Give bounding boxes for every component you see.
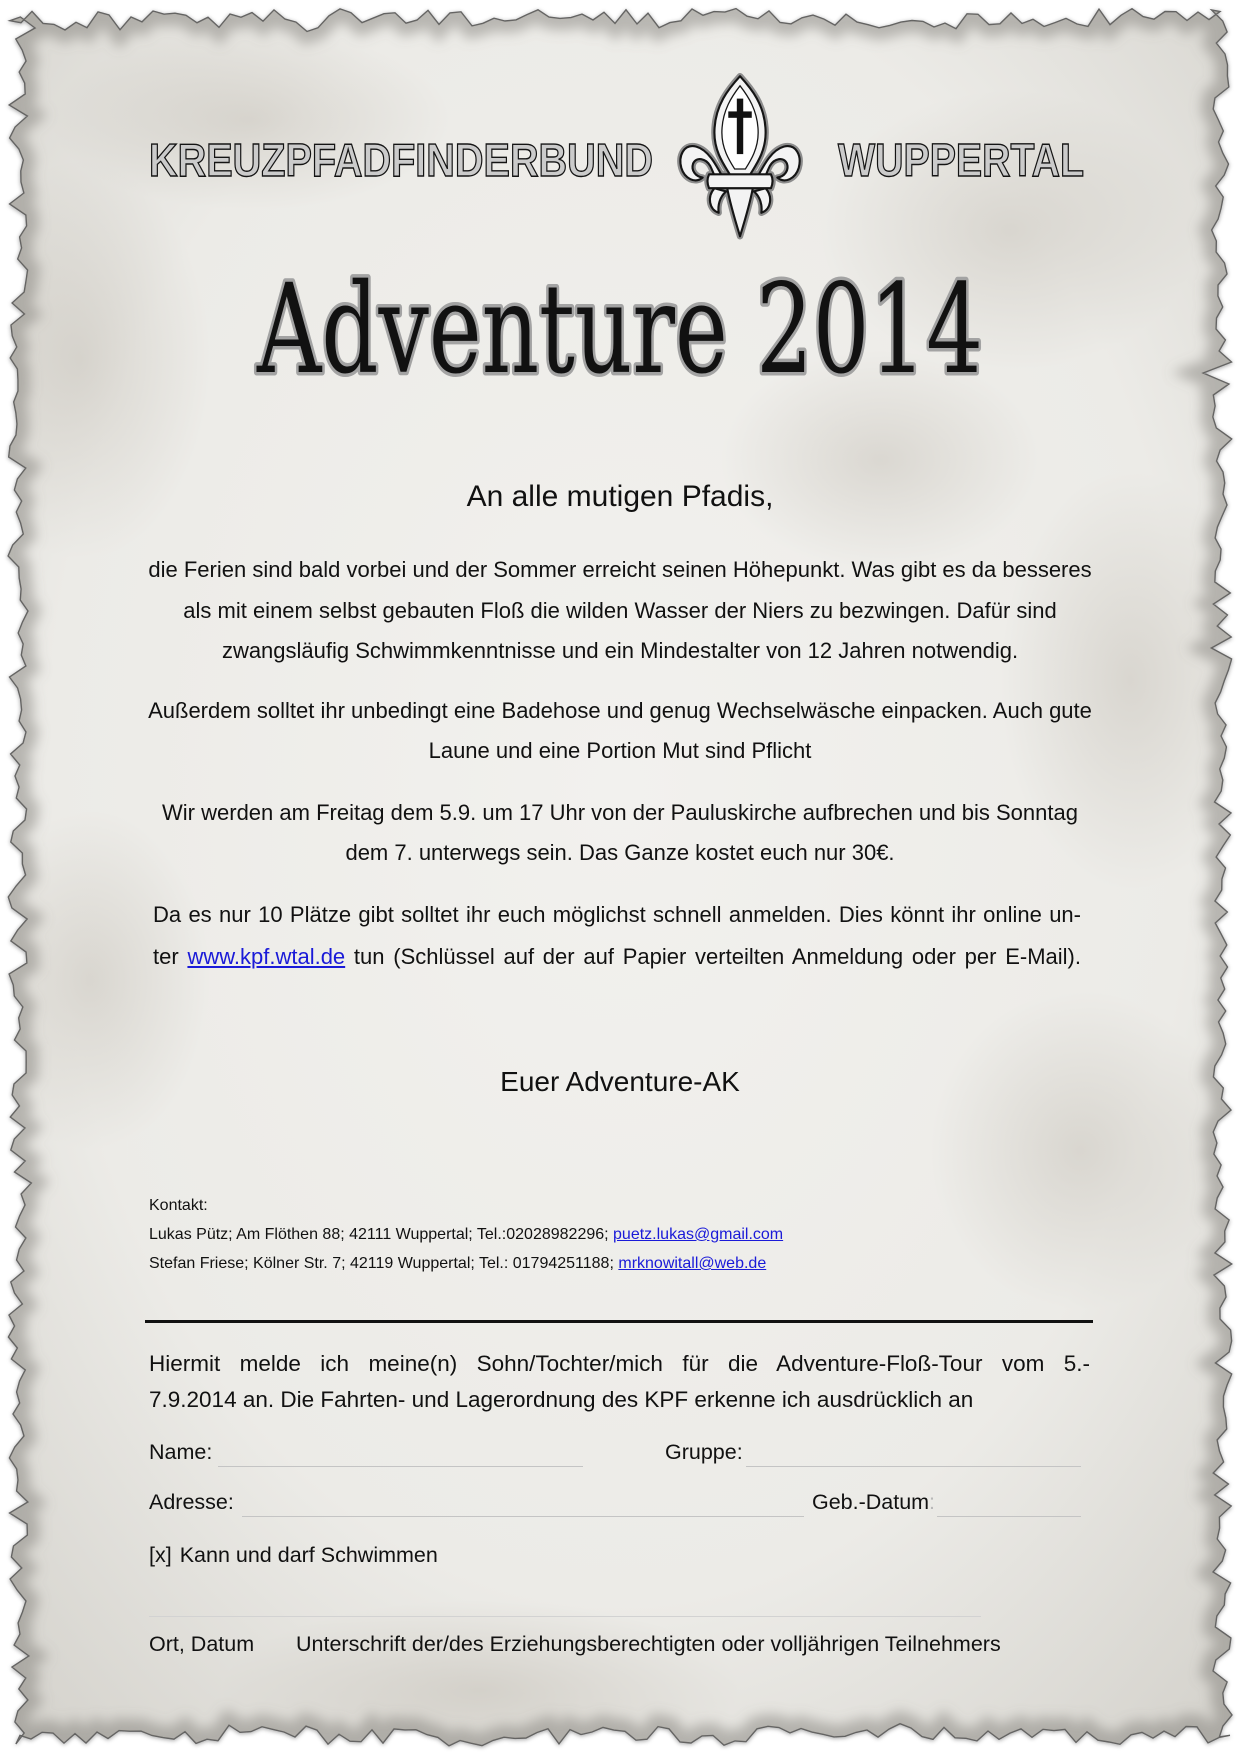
org-name-right: WUPPERTAL: [838, 134, 1084, 186]
signature-label: Unterschrift der/des Erziehungsberechtigten oder volljährigen Teilnehmers: [296, 1632, 1001, 1656]
greeting: An alle mutigen Pfadis,: [466, 480, 774, 513]
contact-details: Stefan Friese; Kölner Str. 7; 42119 Wuppertal; Tel.: 01794251188;: [149, 1255, 614, 1272]
birthdate-label-colon: :: [929, 1490, 935, 1514]
paragraph-line: Da es nur 10 Plätze gibt solltet ihr euch möglichst schnell anmelden. Dies könnt ihr online un-: [153, 902, 1081, 927]
name-field-line: [218, 1466, 583, 1467]
birthdate-label: Geb.-Datum: [812, 1490, 930, 1514]
email-link[interactable]: puetz.lukas@gmail.com: [613, 1226, 784, 1243]
paragraph-line: Laune und eine Portion Mut sind Pflicht: [428, 738, 812, 763]
email-link[interactable]: mrknowitall@web.de: [618, 1255, 767, 1272]
contact-row: [149, 1220, 783, 1249]
contact-heading: Kontakt:: [149, 1197, 208, 1214]
divider: [145, 1320, 1093, 1323]
address-label: Adresse:: [149, 1490, 234, 1514]
logo-cross-horizontal: [728, 111, 751, 117]
paragraph-text: tun (Schlüssel auf der auf Papier verteilten Anmeldung oder per E-Mail).: [353, 944, 1081, 969]
contact-block: [149, 1191, 783, 1278]
birthdate-field-line: [937, 1516, 1081, 1517]
place-date-label: Ort, Datum: [149, 1632, 255, 1656]
paragraph-line: die Ferien sind bald vorbei und der Sommer erreicht seinen Höhepunkt. Was gibt es da besseres: [148, 557, 1092, 582]
paragraph-line: [153, 936, 1081, 978]
group-label: Gruppe:: [665, 1440, 743, 1464]
page-title: Adventure 2014: [256, 258, 983, 402]
address-field-line: [242, 1516, 804, 1517]
paragraph-4: [153, 894, 1081, 978]
paragraph-3: [140, 793, 1100, 873]
paragraph-line: als mit einem selbst gebauten Floß die wilden Wasser der Niers zu bezwingen. Dafür sind: [183, 597, 1057, 623]
paper-stain: [930, 990, 1230, 1310]
logo-cross-vertical: [737, 99, 743, 154]
declaration-line: Hiermit melde ich meine(n) Sohn/Tochter/mich für die Adventure-Floß-Tour vom 5.-: [149, 1351, 1090, 1376]
group-field-line: [746, 1466, 1081, 1467]
swim-checkbox-row: [149, 1540, 438, 1570]
paragraph-1: [140, 550, 1100, 672]
paragraph-text: ter: [153, 944, 179, 969]
swim-checkbox-mark: [x]: [149, 1543, 172, 1567]
paragraph-line: dem 7. unterwegs sein. Das Ganze kostet euch nur 30€.: [345, 840, 895, 865]
contact-details: Lukas Pütz; Am Flöthen 88; 42111 Wuppertal; Tel.:02028982296;: [149, 1226, 609, 1243]
name-label: Name:: [149, 1440, 213, 1464]
swim-checkbox-label: Kann und darf Schwimmen: [179, 1543, 438, 1567]
registration-declaration: [149, 1346, 1090, 1418]
paragraph-line: Wir werden am Freitag dem 5.9. um 17 Uhr von der Pauluskirche aufbrechen und bis Sonntag: [162, 800, 1078, 825]
contact-row: [149, 1249, 783, 1278]
signoff: Euer Adventure-AK: [500, 1066, 740, 1097]
website-link[interactable]: www.kpf.wtal.de: [187, 944, 346, 969]
declaration-line: 7.9.2014 an. Die Fahrten- und Lagerordnung des KPF erkenne ich ausdrücklich an: [149, 1387, 974, 1412]
paragraph-line: Außerdem solltet ihr unbedingt eine Badehose und genug Wechselwäsche einpacken. Auch gute: [148, 698, 1092, 723]
paragraph-2: [140, 691, 1100, 771]
org-name-left: KREUZPFADFINDERBUND: [149, 134, 653, 186]
paragraph-line: zwangsläufig Schwimmkenntnisse und ein Mindestalter von 12 Jahren notwendig.: [221, 638, 1019, 663]
signature-line: [149, 1616, 981, 1617]
